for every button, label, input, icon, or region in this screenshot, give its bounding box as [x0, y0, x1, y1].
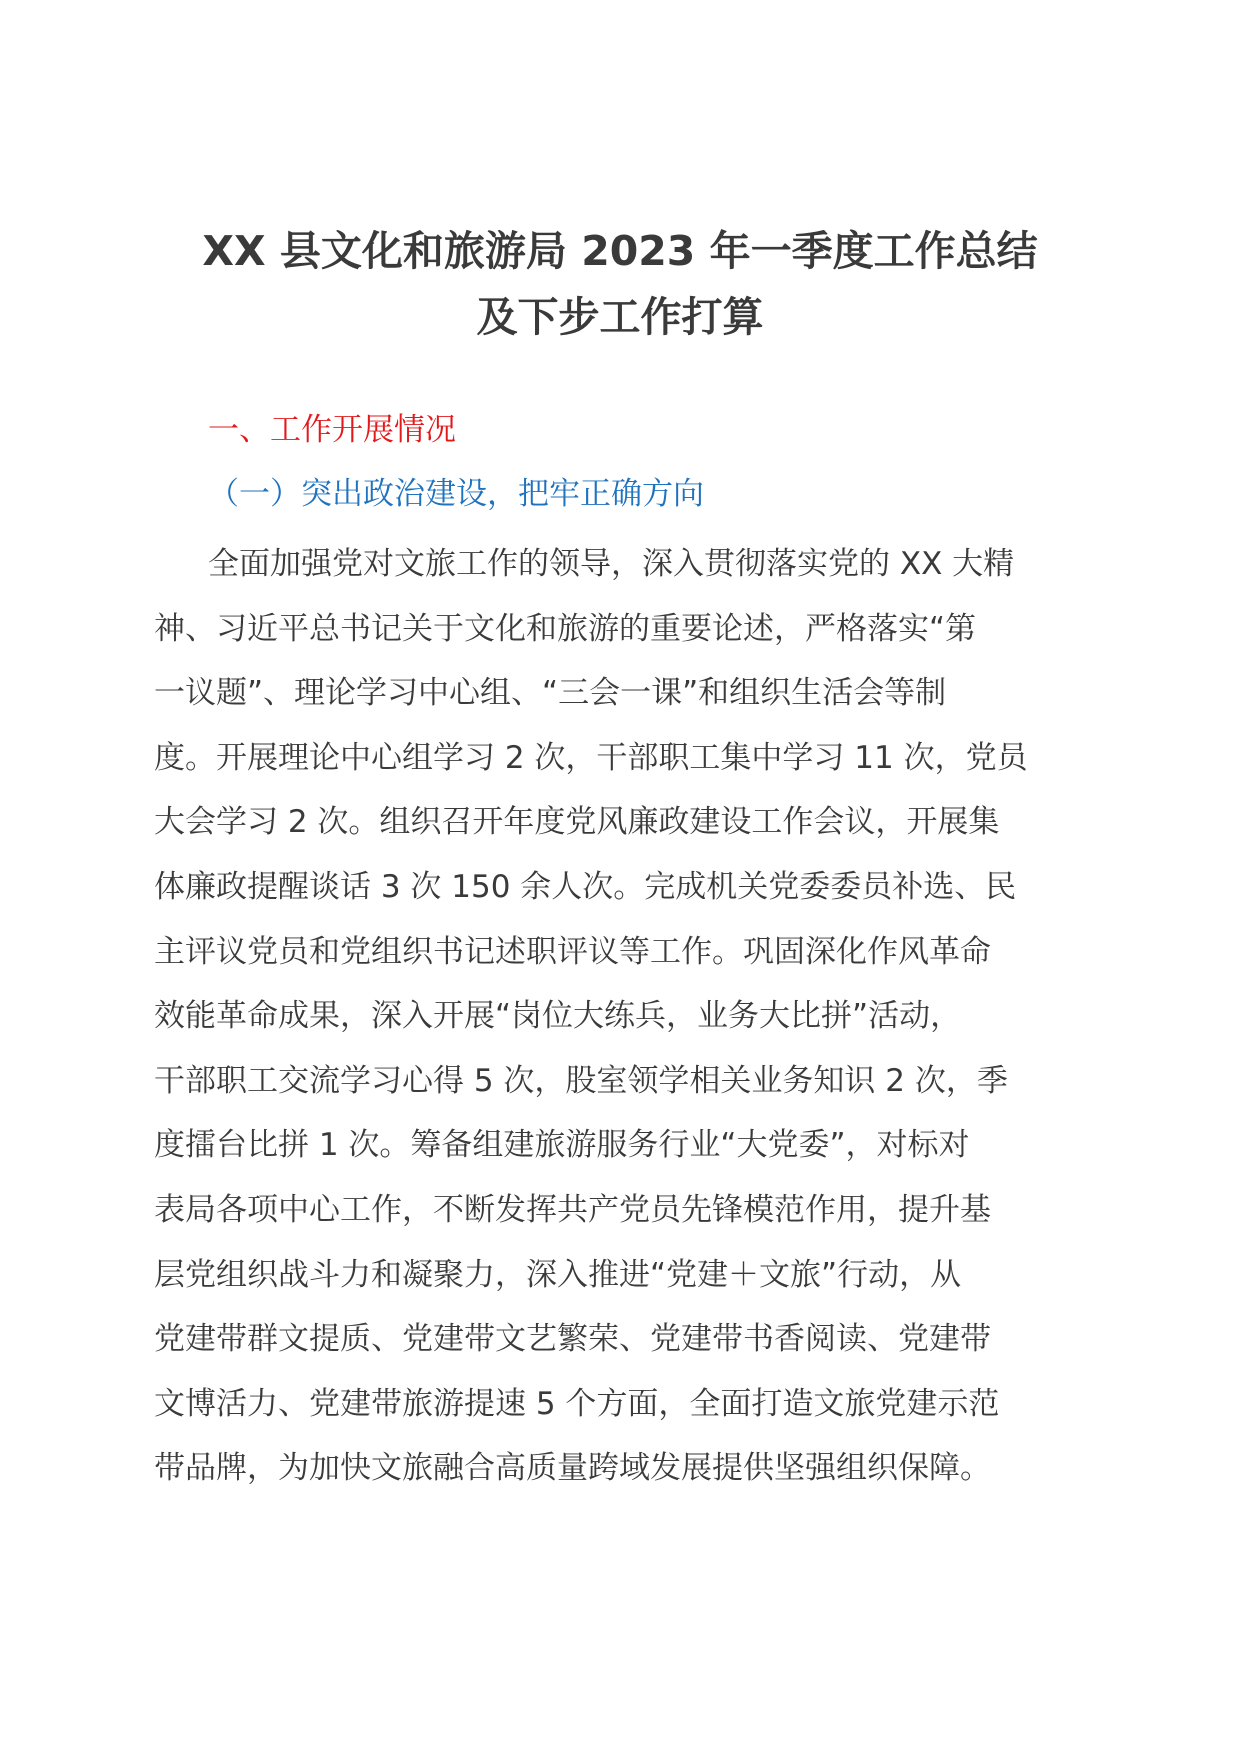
body-paragraph	[154, 532, 1074, 1501]
paragraph-line: 度。开展理论中心组学习 2 次，干部职工集中学习 11 次，党员	[154, 739, 1028, 776]
paragraph-line: 大会学习 2 次。组织召开年度党风廉政建设工作会议，开展集	[154, 804, 1000, 841]
paragraph-line: 全面加强党对文旅工作的领导，深入贯彻落实党的 XX 大精	[208, 546, 1015, 582]
paragraph-line: 党建带群文提质、党建带文艺繁荣、党建带书香阅读、党建带	[154, 1321, 991, 1358]
paragraph-line: 效能革命成果，深入开展“岗位大练兵，业务大比拼”活动，	[154, 998, 962, 1035]
subsection-heading: （一）突出政治建设，把牢正确方向	[208, 476, 704, 512]
paragraph-line: 带品牌，为加快文旅融合高质量跨域发展提供坚强组织保障。	[154, 1450, 991, 1487]
section-heading: 一、工作开展情况	[208, 412, 456, 448]
document-title	[150, 218, 1090, 350]
paragraph-line: 干部职工交流学习心得 5 次，股室领学相关业务知识 2 次，季	[154, 1062, 1008, 1099]
paragraph-line: 一议题”、理论学习中心组、“三会一课”和组织生活会等制	[154, 675, 947, 712]
title-line-1: XX 县文化和旅游局 2023 年一季度工作总结	[202, 227, 1038, 275]
paragraph-line: 层党组织战斗力和凝聚力，深入推进“党建＋文旅”行动，从	[154, 1256, 962, 1293]
paragraph-line: 神、习近平总书记关于文化和旅游的重要论述，严格落实“第	[154, 610, 977, 647]
paragraph-line: 主评议党员和党组织书记述职评议等工作。巩固深化作风革命	[154, 933, 991, 970]
paragraph-line: 表局各项中心工作，不断发挥共产党员先锋模范作用，提升基	[154, 1191, 991, 1228]
paragraph-line: 体廉政提醒谈话 3 次 150 余人次。完成机关党委委员补选、民	[154, 868, 1017, 905]
paragraph-line: 文博活力、党建带旅游提速 5 个方面，全面打造文旅党建示范	[154, 1385, 1000, 1422]
paragraph-line: 度擂台比拼 1 次。筹备组建旅游服务行业“大党委”，对标对	[154, 1127, 970, 1164]
title-line-2: 及下步工作打算	[476, 293, 764, 341]
